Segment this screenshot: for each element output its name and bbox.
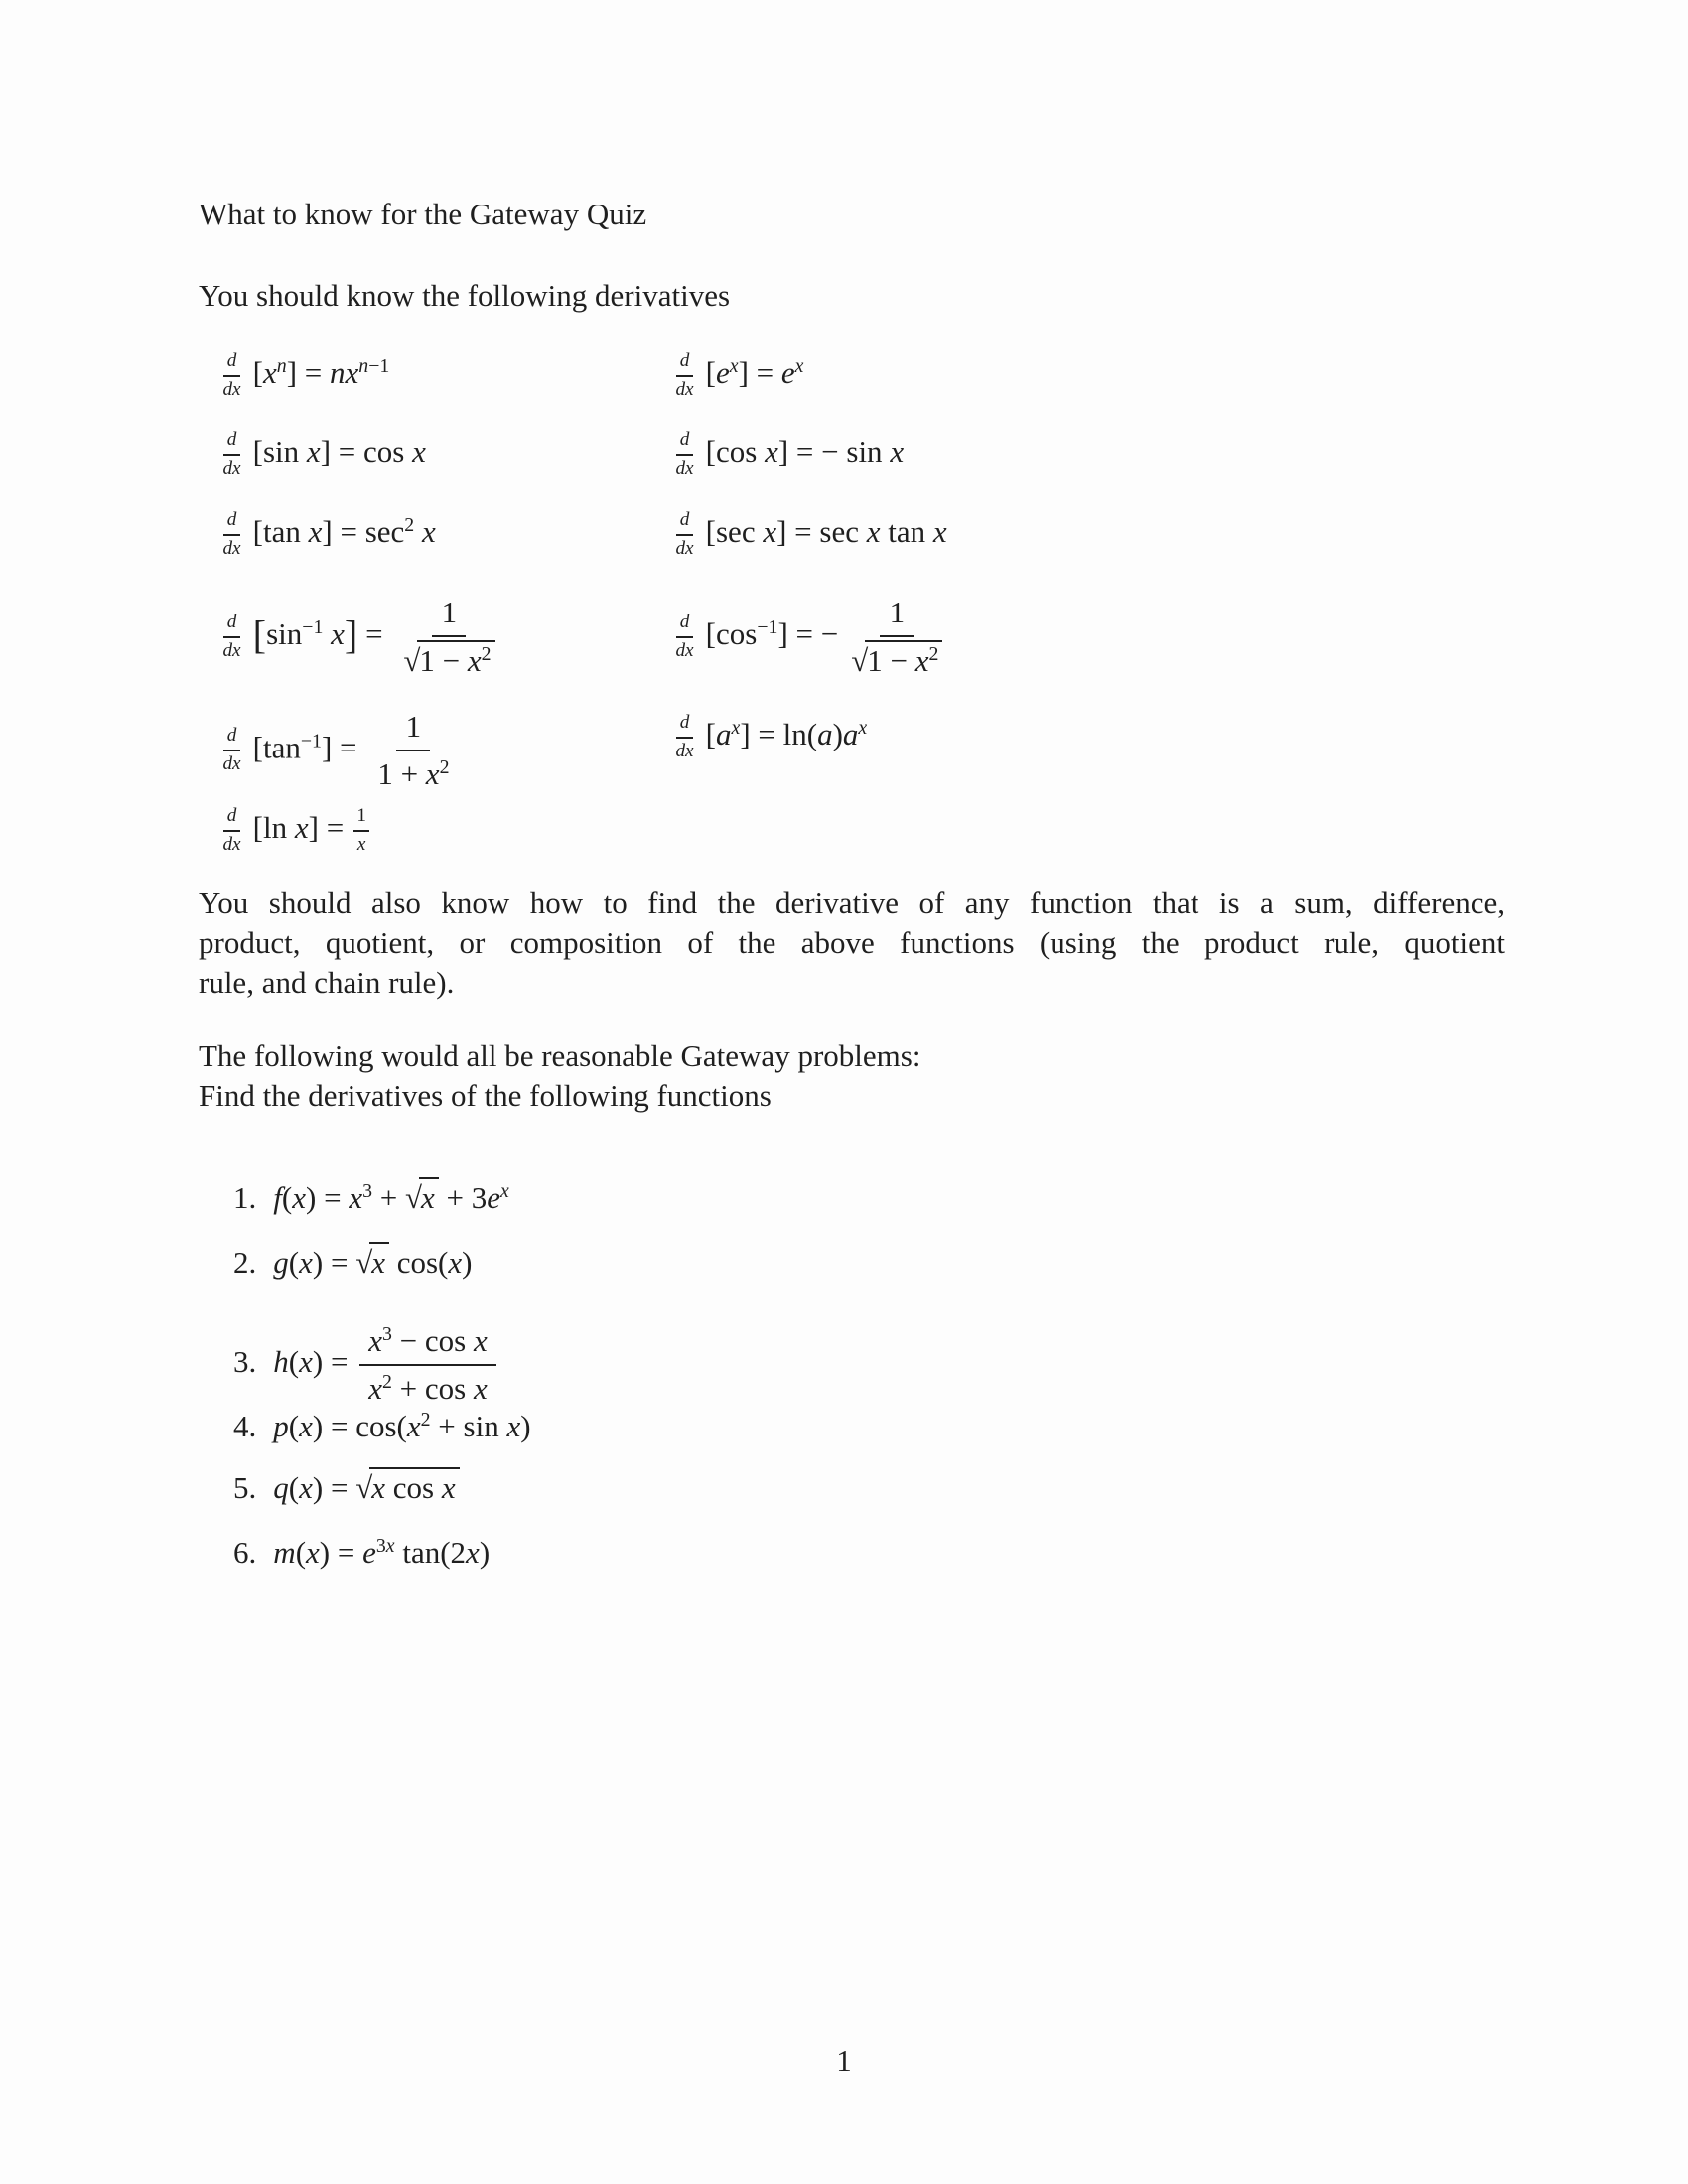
derivative-arctan: $\frac{d}{dx}$ $[\tan^{-1}]$ = $\frac{1}{1 + x^2}$ [222, 709, 450, 792]
problem-3 [233, 1321, 500, 1410]
problem-3-formula: h(x) = $\frac{x^3 - \cos x}{x^2 + \cos x}$ [273, 1344, 499, 1379]
problem-1-formula: $f(x) = x^3 + √x + 3e^x$ [273, 1180, 509, 1215]
derivative-arccos: $\frac{d}{dx}$ $[\cos^{-1}]$ = − $\frac{1}{√1 - x^2}$ [672, 593, 955, 682]
gateway-problems-heading-line2: Find the derivatives of the following functions [199, 1078, 772, 1113]
derivative-cos: $\frac{d}{dx}$ [cos x] = − sin x [675, 428, 905, 478]
derivative-sin: $\frac{d}{dx}$ [sin x] = cos x [222, 428, 426, 478]
gateway-problems-heading-line1: The following would all be reasonable Gateway problems: [199, 1038, 921, 1073]
derivative-ln: $\frac{d}{dx}$ [ln x] = $\frac{1}{x}$ [219, 800, 369, 858]
derivative-tan: $\frac{d}{dx}$ [tan $x] = \sec^2 x$ [222, 508, 436, 559]
page-number: 1 [836, 2043, 852, 2078]
problem-4-formula: $p(x) = \cos(x^2 + \sin x)$ [273, 1409, 531, 1443]
rules-paragraph-line3: rule, and chain rule). [199, 965, 455, 1000]
rules-paragraph-line1: You should also know how to find the derivative of any function that is a sum, difference, [199, 886, 1505, 920]
problem-5 [233, 1463, 460, 1513]
problem-4-number: 4. [233, 1409, 257, 1443]
derivative-sec: $\frac{d}{dx}$ [sec x] = sec x tan x [675, 508, 947, 559]
derivative-a-to-x: $\frac{d}{dx}$ $[a^x] = \ln(a)a^x$ [675, 711, 868, 761]
problem-1 [233, 1173, 509, 1223]
derivative-e-to-x: $\frac{d}{dx}$ $[e^x] = e^x$ [675, 349, 804, 400]
problem-6-formula: $m(x) = e^{3x}$ tan(2x) [273, 1535, 491, 1570]
problem-2 [233, 1238, 472, 1288]
problem-2-number: 2. [233, 1245, 257, 1280]
problem-3-number: 3. [233, 1344, 257, 1380]
problem-5-formula: q(x) = √x cos x [273, 1470, 459, 1505]
derivative-power-rule: $\frac{d}{dx}$ $[x^n] = nx^{n-1}$ [222, 349, 390, 400]
problem-2-formula: g(x) = √x cos(x) [273, 1245, 472, 1280]
problem-5-number: 5. [233, 1470, 257, 1505]
problem-6-number: 6. [233, 1535, 257, 1570]
gateway-problems-heading [199, 1036, 920, 1116]
page-title: What to know for the Gateway Quiz [199, 197, 647, 231]
problem-6 [233, 1528, 490, 1577]
rules-paragraph-line2: product, quotient, or composition of the above functions (using the product rule, quotient [199, 925, 1505, 960]
derivative-arcsin: $\frac{d}{dx}$ [$\sin^{-1}$ x] = $\frac{1}{√1 - x^2}$ [219, 593, 508, 682]
problem-1-number: 1. [233, 1180, 257, 1215]
rules-paragraph [199, 884, 1505, 1003]
intro-line: You should know the following derivatives [199, 278, 731, 313]
problem-4 [233, 1402, 531, 1451]
